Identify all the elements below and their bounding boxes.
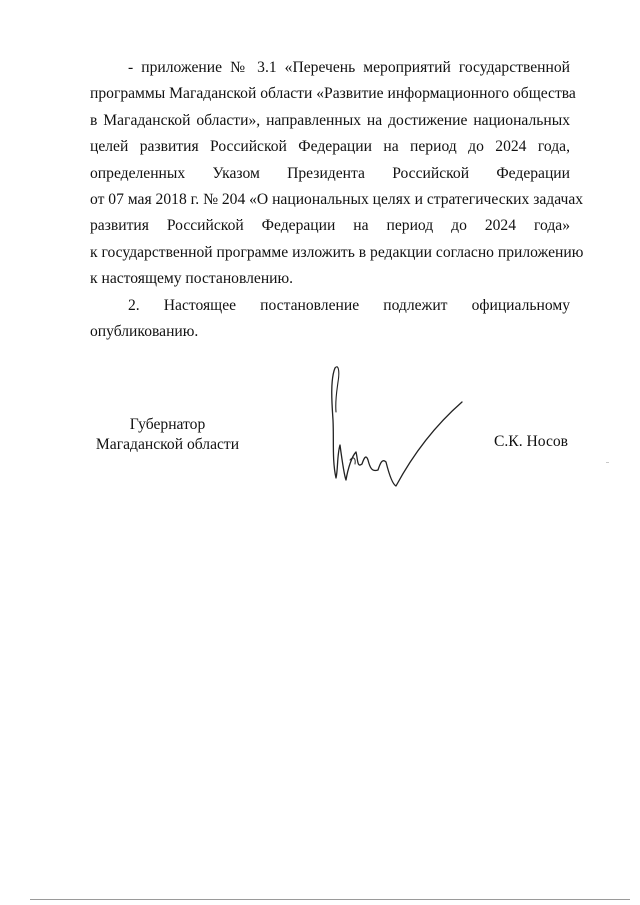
scan-mark <box>606 462 609 463</box>
paragraph-amendment <box>90 55 584 293</box>
signatory-name: С.К. Носов <box>494 433 569 450</box>
text-line: к государственной программе изложить в редакции согласно приложению <box>90 243 584 261</box>
signatory-position <box>85 415 250 455</box>
text-line: 2. Настоящее постановление подлежит официальному <box>128 296 570 314</box>
position-title-line: Магаданской области <box>95 436 240 453</box>
text-line: в Магаданской области», направленных на достижение национальных <box>90 111 570 129</box>
text-line: программы Магаданской области «Развитие информационного общества <box>90 85 576 103</box>
text-line: определенных Указом Президента Российской Федерации <box>90 164 570 182</box>
text-line: целей развития Российской Федерации на период до 2024 года, <box>90 138 570 156</box>
text-line: развития Российской Федерации на период до 2024 года» <box>90 217 570 235</box>
paragraph-publication <box>90 293 570 346</box>
text-line: к настоящему постановлению. <box>90 270 294 288</box>
text-line: опубликованию. <box>90 323 199 341</box>
document-body <box>90 55 584 345</box>
text-line: - приложение № 3.1 «Перечень мероприятий государственной <box>128 59 570 76</box>
position-title-line: Губернатор <box>129 416 206 433</box>
text-line: от 07 мая 2018 г. № 204 «О национальных целях и стратегических задачах <box>90 191 584 209</box>
handwritten-signature <box>320 360 470 495</box>
page-bottom-edge <box>30 899 630 900</box>
